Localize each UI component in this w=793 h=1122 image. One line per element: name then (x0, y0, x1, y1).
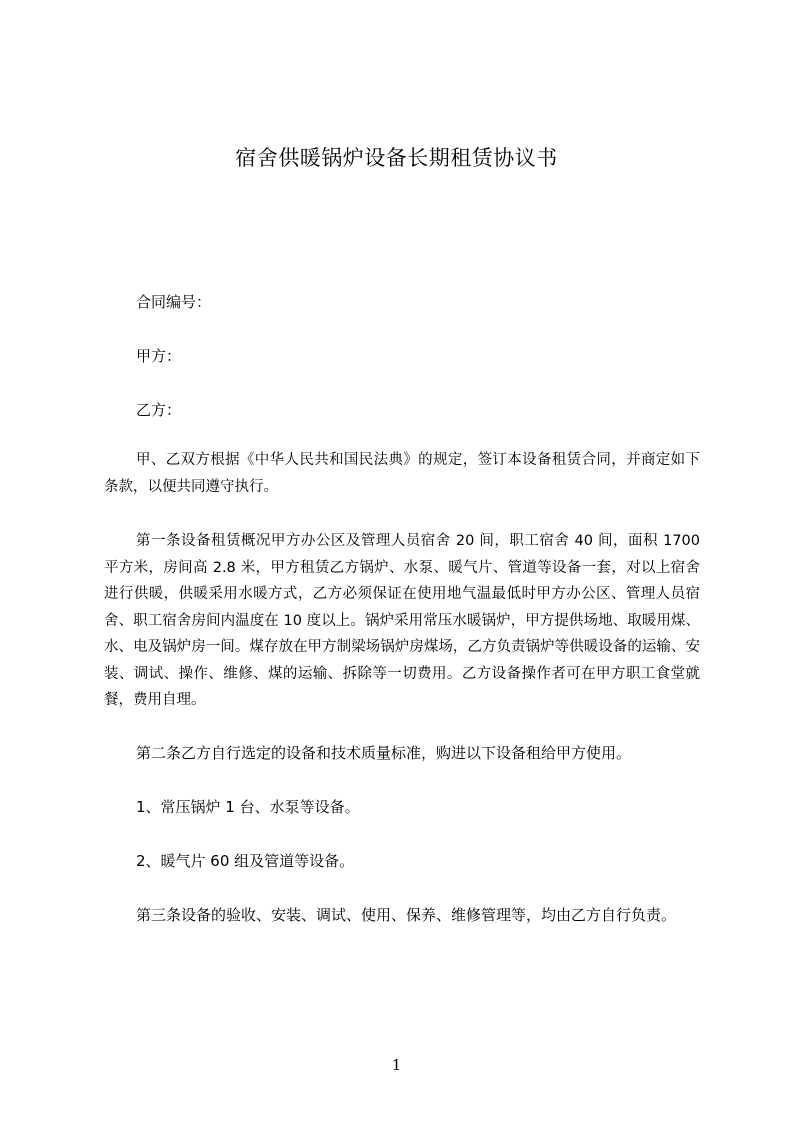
article-1-paragraph: 第一条设备租赁概况甲方办公区及管理人员宿舍 20 间，职工宿舍 40 间，面积 1700 平方米，房间高 2.8 米，甲方租赁乙方锅炉、水泵、暖气片、管道等设备一套，对以上宿舍进行供暖，供暖采用水暖方式，乙方必须保证在使用地气温最低时甲方办公区、管理人员宿舍、职工宿舍房间内温度在 10 度以上。锅炉采用常压水暖锅炉，甲方提供场地、取暖用煤、水、电及锅炉房一间。煤存放在甲方制梁场锅炉房煤场，乙方负责锅炉等供暖设备的运输、安装、调试、操作、维修、煤的运输、拆除等一切费用。乙方设备操作者可在甲方职工食堂就餐，费用自理。 (104, 533, 700, 708)
party-a-field: 甲方： (136, 347, 182, 365)
document-title: 宿舍供暖锅炉设备长期租赁协议书 (235, 146, 558, 170)
article-3-line: 第三条设备的验收、安装、调试、使用、保养、维修管理等，均由乙方自行负责。 (136, 906, 677, 924)
item-1-line: 1、常压锅炉 1 台、水泵等设备。 (136, 798, 360, 816)
party-b-field: 乙方： (136, 401, 182, 419)
page-number: 1 (391, 1056, 402, 1074)
contract-number-field: 合同编号： (136, 293, 212, 311)
item-2-line: 2、暖气片 60 组及管道等设备。 (136, 852, 355, 870)
intro-paragraph: 甲、乙双方根据《中华人民共和国民法典》的规定，签订本设备租赁合同，并商定如下条款，以便共同遵守执行。 (104, 452, 700, 495)
article-2-line: 第二条乙方自行选定的设备和技术质量标准，购进以下设备租给甲方使用。 (136, 744, 632, 762)
